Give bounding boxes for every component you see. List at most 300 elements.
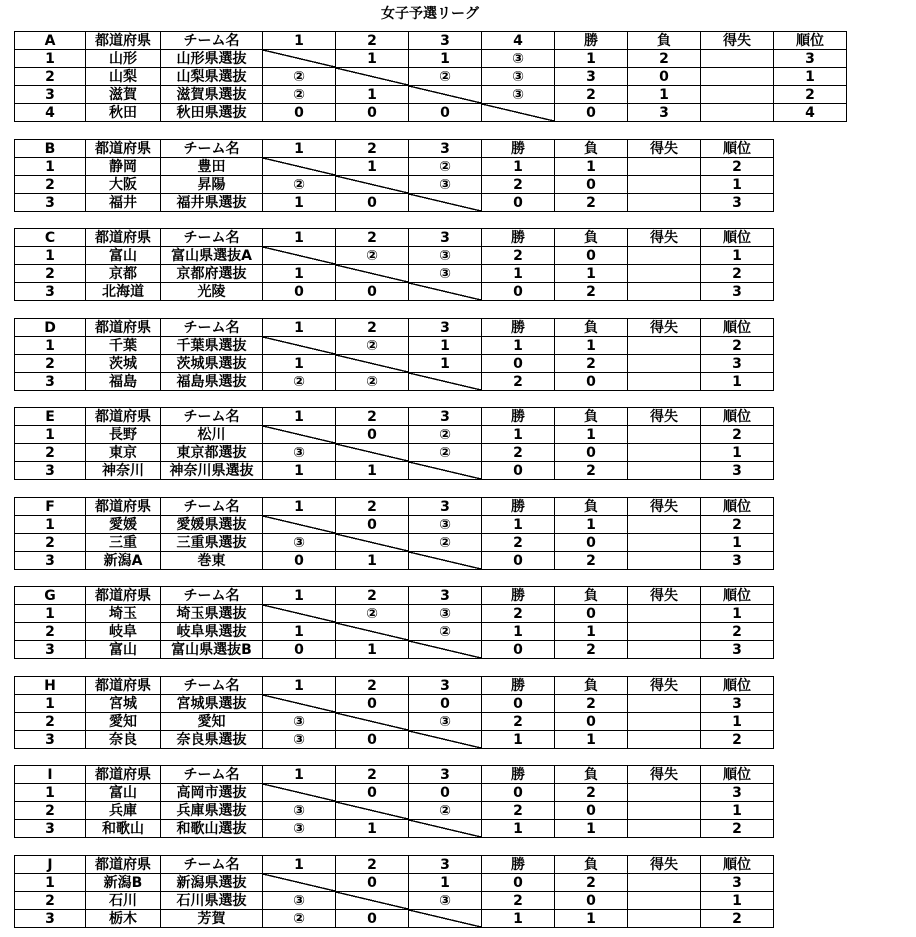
goal-difference [628, 641, 701, 659]
wins-count: 2 [482, 534, 555, 552]
team-name: 奈良県選抜 [161, 731, 263, 749]
wins-count: 0 [555, 104, 628, 122]
self-match-cell [409, 194, 482, 212]
header-prefecture: 都道府県 [86, 677, 161, 695]
self-match-cell [263, 247, 336, 265]
header-opponent-number: 2 [336, 32, 409, 50]
self-match-cell [336, 265, 409, 283]
team-name: 光陵 [161, 283, 263, 301]
header-opponent-number: 3 [409, 140, 482, 158]
match-result: ③ [409, 176, 482, 194]
goal-difference [628, 265, 701, 283]
team-number: 2 [15, 68, 86, 86]
header-losses: 負 [555, 229, 628, 247]
goal-difference [628, 534, 701, 552]
header-goal-difference: 得失 [628, 677, 701, 695]
wins-count: 0 [482, 784, 555, 802]
header-rank: 順位 [701, 856, 774, 874]
rank: 3 [701, 194, 774, 212]
team-name: 山梨県選抜 [161, 68, 263, 86]
rank: 1 [774, 68, 847, 86]
header-goal-difference: 得失 [628, 140, 701, 158]
team-name: 三重県選抜 [161, 534, 263, 552]
team-name: 神奈川県選抜 [161, 462, 263, 480]
header-opponent-number: 1 [263, 498, 336, 516]
team-number: 2 [15, 265, 86, 283]
header-opponent-number: 2 [336, 766, 409, 784]
header-opponent-number: 4 [482, 32, 555, 50]
team-name: 富山県選抜B [161, 641, 263, 659]
wins-count: 2 [482, 802, 555, 820]
losses-count: 0 [555, 534, 628, 552]
header-goal-difference: 得失 [628, 856, 701, 874]
header-wins: 勝 [482, 766, 555, 784]
self-match-cell [409, 86, 482, 104]
losses-count: 2 [555, 194, 628, 212]
match-result: 1 [336, 50, 409, 68]
goal-difference [628, 426, 701, 444]
team-number: 3 [15, 641, 86, 659]
prefecture-name: 茨城 [86, 355, 161, 373]
header-wins: 勝 [482, 587, 555, 605]
header-team-name: チーム名 [161, 140, 263, 158]
wins-count: 2 [482, 605, 555, 623]
match-result: ③ [263, 731, 336, 749]
team-number: 1 [15, 158, 86, 176]
header-rank: 順位 [701, 498, 774, 516]
goal-difference [628, 194, 701, 212]
self-match-cell [409, 820, 482, 838]
team-number: 1 [15, 605, 86, 623]
team-number: 3 [15, 820, 86, 838]
header-prefecture: 都道府県 [86, 140, 161, 158]
goal-difference [628, 874, 701, 892]
league-table-e [14, 407, 774, 480]
match-result: ③ [263, 713, 336, 731]
wins-count: 1 [482, 820, 555, 838]
match-result: ③ [263, 534, 336, 552]
wins-count: 1 [482, 731, 555, 749]
prefecture-name: 長野 [86, 426, 161, 444]
self-match-cell [336, 713, 409, 731]
wins-count: 2 [482, 247, 555, 265]
rank: 3 [701, 641, 774, 659]
team-name: 芳賀 [161, 910, 263, 928]
prefecture-name: 愛媛 [86, 516, 161, 534]
rank: 1 [701, 605, 774, 623]
match-result: ② [336, 337, 409, 355]
team-name: 石川県選抜 [161, 892, 263, 910]
match-result: ② [336, 247, 409, 265]
losses-count: 0 [628, 68, 701, 86]
match-result: ③ [409, 605, 482, 623]
header-opponent-number: 1 [263, 766, 336, 784]
goal-difference [628, 695, 701, 713]
match-result: ③ [263, 820, 336, 838]
prefecture-name: 滋賀 [86, 86, 161, 104]
prefecture-name: 秋田 [86, 104, 161, 122]
match-result: 1 [409, 50, 482, 68]
match-result: 0 [336, 784, 409, 802]
team-number: 1 [15, 247, 86, 265]
match-result: 0 [409, 695, 482, 713]
header-opponent-number: 3 [409, 587, 482, 605]
header-prefecture: 都道府県 [86, 408, 161, 426]
self-match-cell [336, 444, 409, 462]
match-result: 0 [336, 695, 409, 713]
losses-count: 0 [555, 373, 628, 391]
rank: 3 [701, 355, 774, 373]
header-team-name: チーム名 [161, 856, 263, 874]
header-opponent-number: 3 [409, 498, 482, 516]
league-label: E [15, 408, 86, 426]
match-result: 1 [409, 337, 482, 355]
header-losses: 負 [555, 140, 628, 158]
self-match-cell [263, 695, 336, 713]
team-name: 新潟県選抜 [161, 874, 263, 892]
losses-count: 1 [555, 731, 628, 749]
header-opponent-number: 1 [263, 677, 336, 695]
prefecture-name: 栃木 [86, 910, 161, 928]
prefecture-name: 石川 [86, 892, 161, 910]
header-prefecture: 都道府県 [86, 587, 161, 605]
losses-count: 0 [555, 892, 628, 910]
team-number: 2 [15, 176, 86, 194]
wins-count: 2 [482, 373, 555, 391]
match-result: ② [409, 623, 482, 641]
self-match-cell [263, 426, 336, 444]
wins-count: 0 [482, 552, 555, 570]
wins-count: 1 [482, 516, 555, 534]
team-name: 秋田県選抜 [161, 104, 263, 122]
goal-difference [701, 86, 774, 104]
match-result: 0 [336, 910, 409, 928]
header-opponent-number: 2 [336, 498, 409, 516]
match-result: ② [409, 68, 482, 86]
league-table-b [14, 139, 774, 212]
league-label: I [15, 766, 86, 784]
match-result: 1 [336, 820, 409, 838]
losses-count: 1 [555, 426, 628, 444]
team-number: 1 [15, 874, 86, 892]
goal-difference [628, 623, 701, 641]
goal-difference [628, 462, 701, 480]
team-name: 岐阜県選抜 [161, 623, 263, 641]
rank: 1 [701, 373, 774, 391]
rank: 2 [701, 265, 774, 283]
match-result: 1 [336, 462, 409, 480]
wins-count: 0 [482, 283, 555, 301]
match-result: 1 [263, 194, 336, 212]
team-number: 2 [15, 713, 86, 731]
header-losses: 負 [628, 32, 701, 50]
prefecture-name: 山梨 [86, 68, 161, 86]
prefecture-name: 富山 [86, 641, 161, 659]
header-team-name: チーム名 [161, 408, 263, 426]
team-name: 豊田 [161, 158, 263, 176]
rank: 1 [701, 176, 774, 194]
match-result: ② [336, 605, 409, 623]
team-name: 宮城県選抜 [161, 695, 263, 713]
header-goal-difference: 得失 [628, 498, 701, 516]
prefecture-name: 奈良 [86, 731, 161, 749]
rank: 3 [701, 462, 774, 480]
header-opponent-number: 2 [336, 408, 409, 426]
losses-count: 1 [555, 910, 628, 928]
header-opponent-number: 2 [336, 140, 409, 158]
header-wins: 勝 [482, 229, 555, 247]
rank: 3 [701, 283, 774, 301]
wins-count: 2 [482, 713, 555, 731]
team-number: 2 [15, 892, 86, 910]
wins-count: 2 [482, 892, 555, 910]
header-opponent-number: 3 [409, 229, 482, 247]
header-prefecture: 都道府県 [86, 498, 161, 516]
prefecture-name: 北海道 [86, 283, 161, 301]
match-result: ③ [263, 444, 336, 462]
league-label: D [15, 319, 86, 337]
prefecture-name: 岐阜 [86, 623, 161, 641]
team-number: 3 [15, 283, 86, 301]
team-name: 山形県選抜 [161, 50, 263, 68]
team-number: 1 [15, 784, 86, 802]
goal-difference [628, 516, 701, 534]
prefecture-name: 神奈川 [86, 462, 161, 480]
team-number: 3 [15, 910, 86, 928]
losses-count: 2 [555, 784, 628, 802]
goal-difference [628, 820, 701, 838]
league-table-a [14, 31, 847, 122]
header-wins: 勝 [482, 140, 555, 158]
match-result: ② [263, 86, 336, 104]
wins-count: 2 [482, 444, 555, 462]
wins-count: 0 [482, 874, 555, 892]
self-match-cell [409, 910, 482, 928]
match-result: 1 [336, 641, 409, 659]
wins-count: 1 [482, 910, 555, 928]
rank: 1 [701, 802, 774, 820]
goal-difference [628, 283, 701, 301]
self-match-cell [482, 104, 555, 122]
match-result: 0 [336, 194, 409, 212]
prefecture-name: 大阪 [86, 176, 161, 194]
match-result: 1 [336, 86, 409, 104]
goal-difference [628, 802, 701, 820]
losses-count: 0 [555, 605, 628, 623]
header-goal-difference: 得失 [628, 587, 701, 605]
header-wins: 勝 [482, 677, 555, 695]
goal-difference [628, 158, 701, 176]
losses-count: 1 [555, 516, 628, 534]
goal-difference [628, 373, 701, 391]
rank: 1 [701, 247, 774, 265]
goal-difference [628, 892, 701, 910]
prefecture-name: 宮城 [86, 695, 161, 713]
header-opponent-number: 2 [336, 856, 409, 874]
losses-count: 1 [555, 337, 628, 355]
header-goal-difference: 得失 [628, 408, 701, 426]
match-result: ② [263, 910, 336, 928]
team-name: 兵庫県選抜 [161, 802, 263, 820]
team-name: 茨城県選抜 [161, 355, 263, 373]
goal-difference [701, 68, 774, 86]
header-opponent-number: 1 [263, 32, 336, 50]
league-label: B [15, 140, 86, 158]
rank: 3 [701, 784, 774, 802]
league-label: J [15, 856, 86, 874]
losses-count: 2 [555, 552, 628, 570]
self-match-cell [263, 874, 336, 892]
losses-count: 2 [555, 695, 628, 713]
self-match-cell [336, 534, 409, 552]
rank: 2 [701, 820, 774, 838]
match-result: ③ [263, 802, 336, 820]
self-match-cell [409, 373, 482, 391]
team-name: 富山県選抜A [161, 247, 263, 265]
team-number: 1 [15, 50, 86, 68]
rank: 3 [701, 552, 774, 570]
prefecture-name: 福島 [86, 373, 161, 391]
wins-count: 1 [482, 337, 555, 355]
goal-difference [628, 605, 701, 623]
header-losses: 負 [555, 408, 628, 426]
header-opponent-number: 2 [336, 677, 409, 695]
match-result: 0 [336, 104, 409, 122]
team-number: 3 [15, 373, 86, 391]
match-result: ③ [482, 50, 555, 68]
match-result: ② [409, 534, 482, 552]
match-result: 1 [409, 355, 482, 373]
match-result: 0 [336, 426, 409, 444]
match-result: 0 [263, 641, 336, 659]
goal-difference [628, 784, 701, 802]
team-number: 3 [15, 86, 86, 104]
match-result: ③ [409, 516, 482, 534]
header-team-name: チーム名 [161, 677, 263, 695]
header-opponent-number: 1 [263, 408, 336, 426]
wins-count: 0 [482, 462, 555, 480]
losses-count: 0 [555, 247, 628, 265]
team-name: 京都府選抜 [161, 265, 263, 283]
wins-count: 2 [482, 176, 555, 194]
prefecture-name: 和歌山 [86, 820, 161, 838]
goal-difference [628, 176, 701, 194]
header-losses: 負 [555, 677, 628, 695]
rank: 3 [774, 50, 847, 68]
goal-difference [628, 444, 701, 462]
header-opponent-number: 3 [409, 319, 482, 337]
header-opponent-number: 2 [336, 319, 409, 337]
losses-count: 3 [628, 104, 701, 122]
team-name: 昇陽 [161, 176, 263, 194]
team-name: 埼玉県選抜 [161, 605, 263, 623]
match-result: ② [263, 373, 336, 391]
header-team-name: チーム名 [161, 587, 263, 605]
rank: 4 [774, 104, 847, 122]
wins-count: 3 [555, 68, 628, 86]
rank: 3 [701, 874, 774, 892]
header-prefecture: 都道府県 [86, 229, 161, 247]
prefecture-name: 千葉 [86, 337, 161, 355]
header-opponent-number: 1 [263, 229, 336, 247]
rank: 2 [701, 910, 774, 928]
losses-count: 2 [555, 462, 628, 480]
match-result: ③ [409, 265, 482, 283]
losses-count: 1 [555, 265, 628, 283]
match-result: ② [409, 444, 482, 462]
match-result: ③ [482, 68, 555, 86]
rank: 2 [774, 86, 847, 104]
header-opponent-number: 3 [409, 677, 482, 695]
league-table-d [14, 318, 774, 391]
header-wins: 勝 [482, 498, 555, 516]
league-label: G [15, 587, 86, 605]
match-result: ② [263, 176, 336, 194]
team-number: 2 [15, 534, 86, 552]
goal-difference [701, 50, 774, 68]
rank: 1 [701, 892, 774, 910]
header-opponent-number: 2 [336, 229, 409, 247]
header-team-name: チーム名 [161, 32, 263, 50]
team-number: 2 [15, 355, 86, 373]
self-match-cell [263, 337, 336, 355]
header-rank: 順位 [701, 408, 774, 426]
team-name: 巻東 [161, 552, 263, 570]
rank: 2 [701, 337, 774, 355]
losses-count: 0 [555, 802, 628, 820]
team-number: 3 [15, 552, 86, 570]
match-result: ③ [409, 892, 482, 910]
match-result: ③ [263, 892, 336, 910]
prefecture-name: 兵庫 [86, 802, 161, 820]
team-name: 福井県選抜 [161, 194, 263, 212]
goal-difference [628, 355, 701, 373]
header-rank: 順位 [774, 32, 847, 50]
header-opponent-number: 1 [263, 856, 336, 874]
match-result: ② [336, 373, 409, 391]
match-result: 1 [336, 552, 409, 570]
match-result: 1 [263, 623, 336, 641]
league-label: C [15, 229, 86, 247]
rank: 2 [701, 426, 774, 444]
team-number: 1 [15, 426, 86, 444]
header-goal-difference: 得失 [628, 766, 701, 784]
match-result: ③ [409, 247, 482, 265]
team-name: 愛媛県選抜 [161, 516, 263, 534]
header-rank: 順位 [701, 587, 774, 605]
header-opponent-number: 1 [263, 587, 336, 605]
header-losses: 負 [555, 498, 628, 516]
self-match-cell [336, 623, 409, 641]
self-match-cell [263, 50, 336, 68]
self-match-cell [409, 641, 482, 659]
header-prefecture: 都道府県 [86, 319, 161, 337]
match-result: 1 [263, 462, 336, 480]
team-number: 4 [15, 104, 86, 122]
losses-count: 0 [555, 444, 628, 462]
header-wins: 勝 [482, 408, 555, 426]
prefecture-name: 富山 [86, 784, 161, 802]
header-prefecture: 都道府県 [86, 856, 161, 874]
league-table-f [14, 497, 774, 570]
league-table-i [14, 765, 774, 838]
match-result: 1 [336, 158, 409, 176]
header-goal-difference: 得失 [628, 319, 701, 337]
league-table-c [14, 228, 774, 301]
document-title: 女子予選リーグ [381, 6, 479, 22]
header-rank: 順位 [701, 140, 774, 158]
losses-count: 0 [555, 176, 628, 194]
